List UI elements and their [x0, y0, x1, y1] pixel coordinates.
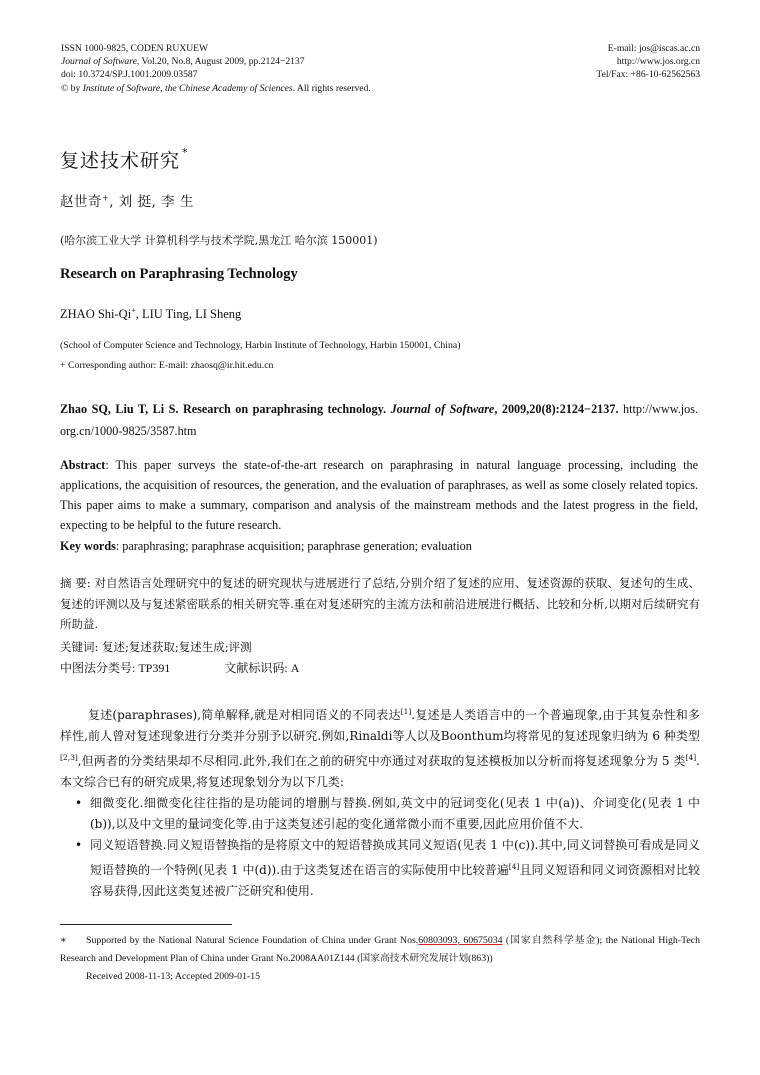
reference-2-3[interactable]: [2,3]: [60, 753, 78, 762]
doc-code-label: 文献标识码: [224, 661, 285, 675]
doi-line: doi: 10.3724/SP.J.1001.2009.03587: [61, 69, 198, 81]
bullet-icon: •: [75, 796, 83, 810]
bullet-text-2b: 且同义短语和同义词资源相对比较容易获得,因此这类复述被广泛研究和使用.: [90, 863, 700, 898]
citation-block: [60, 398, 698, 442]
copyright-prefix: © by: [61, 82, 83, 94]
citation-volume: , 2009,20(8):2124−2137.: [494, 402, 619, 416]
keywords-english: [60, 539, 698, 554]
intro-text-3: ,但两者的分类结果却不尽相同.此外,我们在之前的研究中亦通过对获取的复述模板加以分析而将复述现象分为 5 类: [77, 754, 686, 768]
title-chinese: [60, 146, 189, 173]
journal-telfax: Tel/Fax: +86-10-62562563: [596, 69, 700, 81]
authors-cn-rest: , 刘 挺, 李 生: [109, 194, 194, 210]
reference-4b[interactable]: [4]: [508, 862, 520, 871]
classification-line: [60, 659, 299, 676]
footnote-divider: [60, 924, 232, 925]
citation-url[interactable]: http://www.jos. org.cn/1000-9825/3587.htm: [60, 402, 699, 438]
journal-info-line: [61, 55, 371, 68]
abstract-cn-label: 摘 要: [60, 576, 87, 590]
intro-text-1: 复述(paraphrases),简单解释,就是对相同语义的不同表达: [88, 708, 401, 722]
intro-paragraph: [60, 701, 700, 793]
corresponding-author: + Corresponding author: E-mail: zhaosq@ir.hit.edu.cn: [60, 360, 274, 371]
copyright-line: [61, 82, 371, 95]
keywords-chinese: [60, 639, 252, 655]
clc-value: : TP391: [132, 661, 171, 675]
reference-4[interactable]: [4]: [685, 753, 697, 762]
journal-email: E-mail: jos@iscas.ac.cn: [607, 43, 700, 54]
reference-1[interactable]: [1]: [400, 707, 412, 716]
authors-en-rest: , LIU Ting, LI Sheng: [135, 307, 242, 322]
corresponding-mark: +: [102, 193, 110, 203]
funding-note: [60, 932, 700, 968]
abstract-text: : This paper surveys the state-of-the-art research on paraphrasing in natural language processing, including the applications, the acquisition of resources, the generation, and the evaluation of paraphrases, as well as some closely related topics. This paper aims to make a summary, comparison and analysis of the mainstream methods and the latest progress in the field, expecting to be helpful to the future research.: [60, 458, 698, 532]
bullet-text-1: 细微变化.细微变化往往指的是功能词的增删与替换.例如,英文中的冠词变化(见表 1 中(a))、介词变化(见表 1 中(b)),以及中文里的量词变化等.由于这类复述引起的变化通常微小而不重要,因此应用价值不大.: [90, 796, 700, 831]
volume-info: , Vol.20, No.8, August 2009, pp.2124−2137: [136, 56, 305, 68]
copyright-suffix: . All rights reserved.: [292, 82, 371, 94]
abstract-english: [60, 455, 698, 535]
journal-url: http://www.jos.org.cn: [616, 56, 700, 68]
journal-header-left: [61, 42, 371, 95]
funding-text-b: (国家自然科学基金); the National High-Tech Research and Development Plan of China under Grant No.2008AA01Z144 (国家高技术研究发展计划(863)): [60, 935, 700, 964]
journal-name: Journal of Software: [61, 56, 137, 68]
author-cn-1: 赵世奇: [60, 194, 102, 210]
list-item: [60, 835, 700, 902]
affiliation-chinese: (哈尔滨工业大学 计算机科学与技术学院,黑龙江 哈尔滨 150001): [60, 234, 378, 247]
keywords-text: : paraphrasing; paraphrase acquisition; paraphrase generation; evaluation: [115, 539, 472, 553]
keywords-cn-label: 关键词: [60, 640, 95, 654]
list-item: [60, 793, 700, 835]
author-en-1: ZHAO Shi-Qi: [60, 307, 132, 322]
footnote: [60, 932, 700, 986]
grant-numbers: 60803093, 60675034: [418, 935, 503, 946]
bullet-text-2a: 同义短语替换.同义短语替换指的是将原文中的短语替换成其同义短语(见表 1 中(c)).其中,同义词替换可看成是同义短语替换的一个特例(见表 1 中(d)).由于这类复述在语言的实际使用中比较普遍: [90, 838, 700, 877]
title-footnote-mark: *: [182, 145, 189, 159]
keywords-label: Key words: [60, 539, 116, 553]
doc-code-value: : A: [284, 661, 300, 675]
keywords-cn-text: : 复述;复述获取;复述生成;评测: [94, 640, 252, 654]
issn-line: ISSN 1000-9825, CODEN RUXUEW: [61, 43, 209, 54]
citation-authors-title: Zhao SQ, Liu T, Li S. Research on paraphrasing technology.: [60, 402, 387, 416]
journal-header-right: [596, 42, 700, 82]
clc-label: 中图法分类号: [60, 661, 133, 675]
authors-chinese: [60, 190, 194, 210]
paraphrase-type-list: [60, 793, 700, 902]
corresponding-mark-en: +: [131, 306, 136, 315]
bullet-icon: •: [75, 838, 83, 852]
abstract-cn-text: : 对自然语言处理研究中的复述的研究现状与进展进行了总结,分别介绍了复述的应用、复述资源的获取、复述句的生成、复述的评测以及与复述紧密联系的相关研究等.重在对复述研究的主流方法和前沿进展进行概括、比较和分析,以期对后续研究有所助益.: [60, 576, 701, 631]
body-text: [60, 701, 700, 902]
institute-name: Institute of Software, the Chinese Academy of Sciences: [82, 82, 293, 94]
intro-text-4: .本文综合已有的研究成果,将复述现象划分为以下几类:: [60, 754, 700, 789]
abstract-chinese: [60, 573, 700, 635]
intro-text-2: .复述是人类语言中的一个普遍现象,由于其复杂性和多样性,前人曾对复述现象进行分类并分别予以研究.例如,Rinaldi等人以及Boonthum均将常见的复述现象归纳为 6 种类型: [60, 708, 700, 743]
title-english: Research on Paraphrasing Technology: [60, 266, 298, 282]
received-dates: Received 2008-11-13; Accepted 2009-01-15: [86, 971, 261, 982]
affiliation-english: (School of Computer Science and Technology, Harbin Institute of Technology, Harbin 150001, China): [60, 340, 461, 351]
funding-text-a: Supported by the National Natural Science Foundation of China under Grant Nos.: [86, 935, 419, 946]
footnote-star: ∗: [60, 935, 67, 946]
citation-journal: Journal of Software: [390, 402, 495, 416]
title-chinese-text: 复述技术研究: [60, 150, 181, 172]
authors-english: [60, 306, 241, 322]
abstract-label: Abstract: [60, 458, 106, 472]
